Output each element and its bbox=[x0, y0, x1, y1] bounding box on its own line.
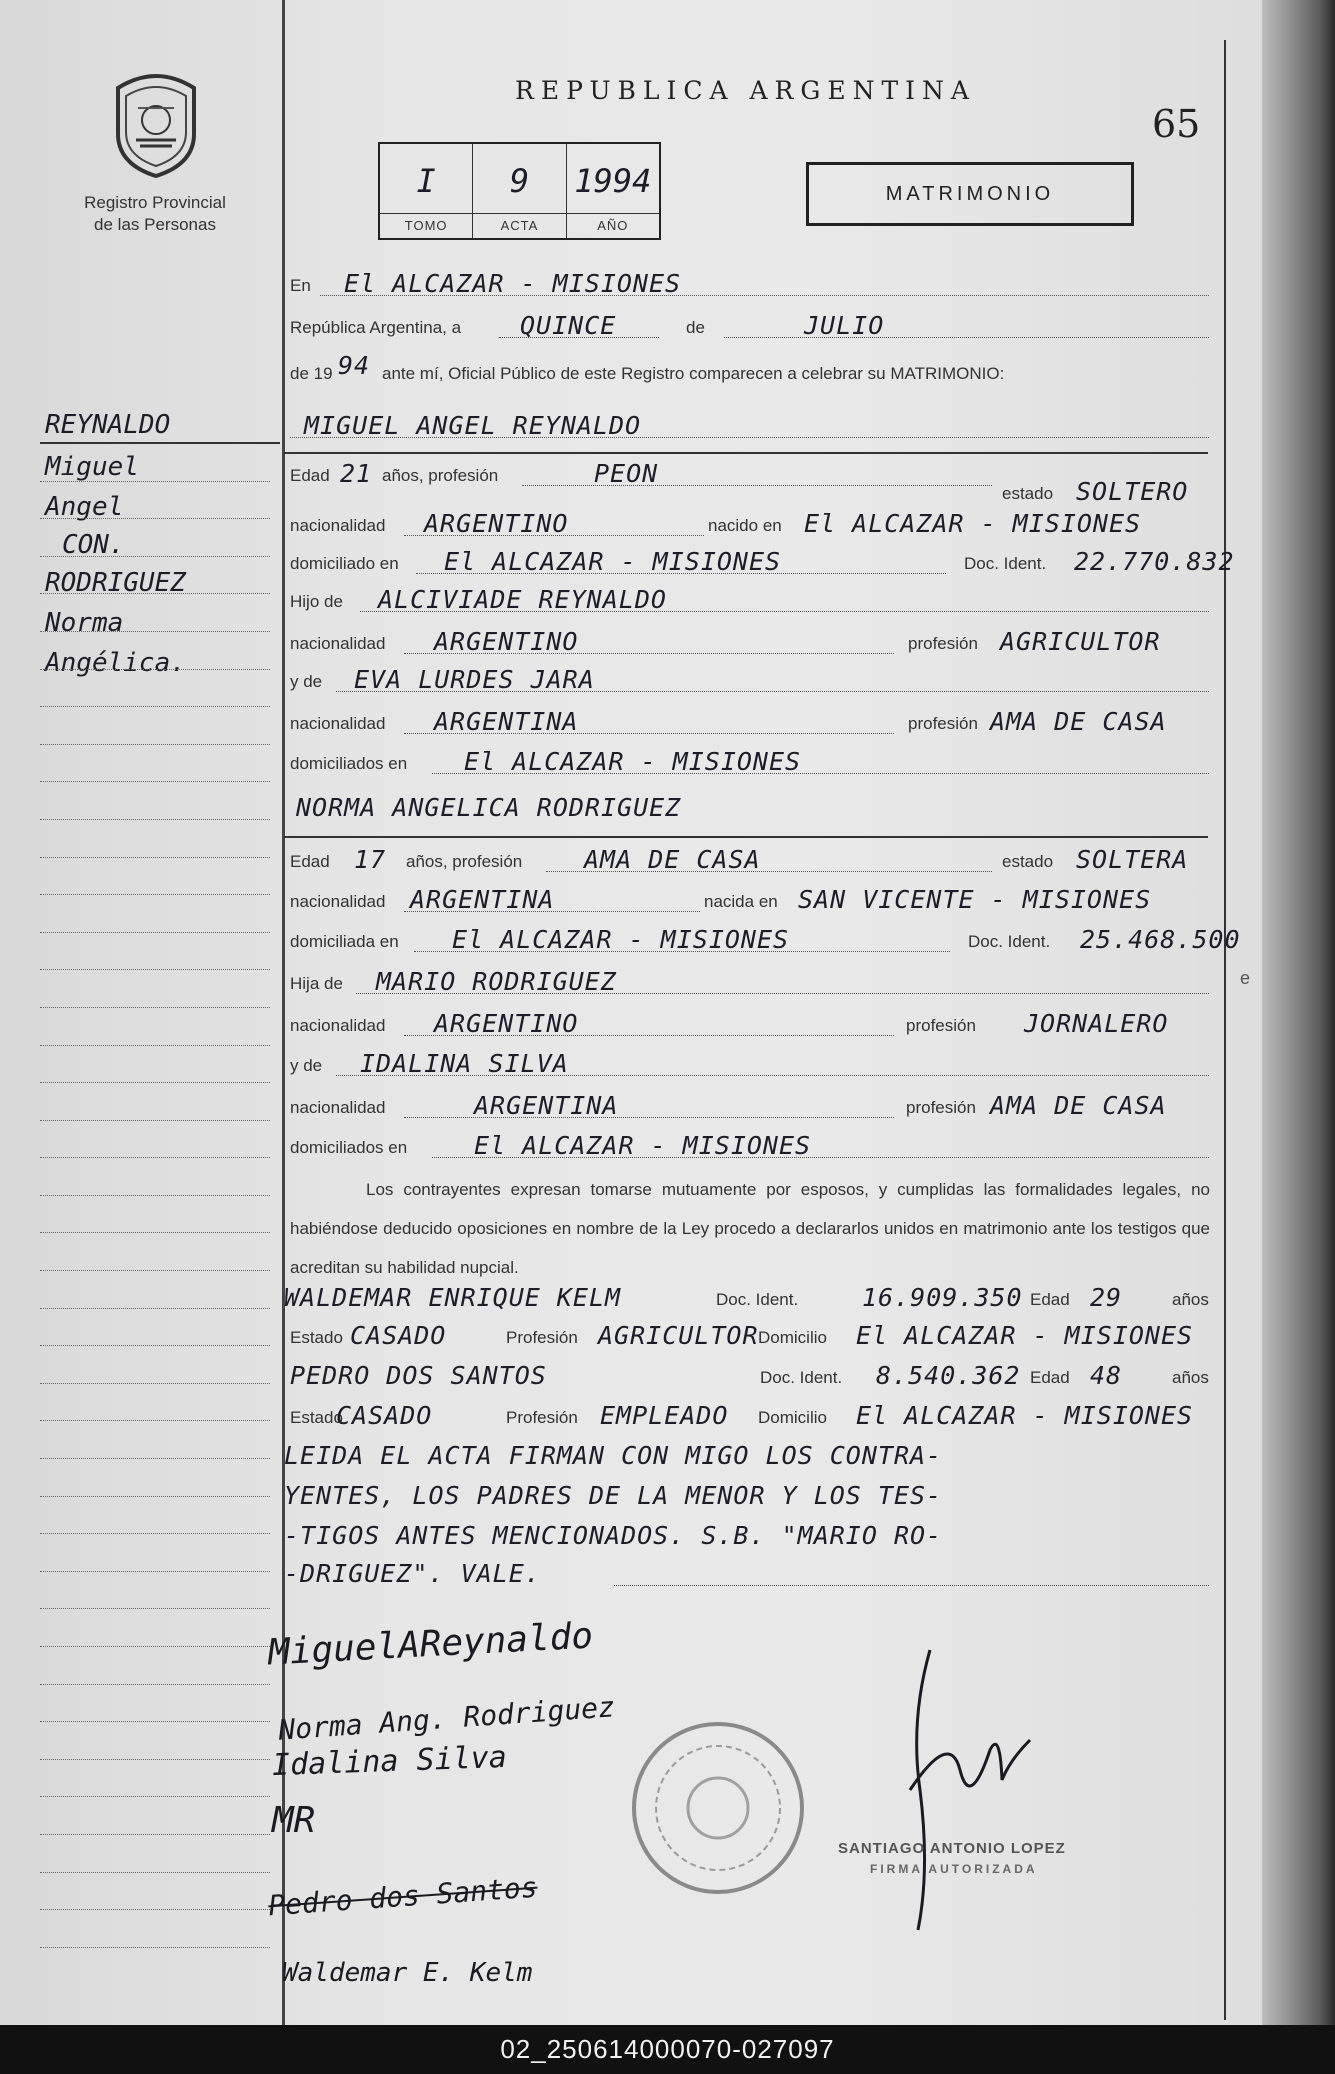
nacionalidad-label: nacionalidad bbox=[290, 516, 386, 535]
bride-mother-profession: AMA DE CASA bbox=[990, 1091, 1167, 1120]
hija-label: Hija de bbox=[290, 974, 343, 993]
witness1-profession: AGRICULTOR bbox=[598, 1321, 759, 1350]
registry-line-1: Registro Provincial bbox=[84, 193, 226, 212]
anos-profesion-label: años, profesión bbox=[406, 852, 523, 871]
witness1-estado: CASADO bbox=[350, 1321, 447, 1350]
domicilio-label: Domicilio bbox=[758, 1408, 827, 1427]
estado-label: estado bbox=[1002, 484, 1054, 503]
bride-father-nat-row bbox=[284, 1008, 1219, 1042]
estado-label: estado bbox=[1002, 852, 1054, 871]
year-value: 94 bbox=[338, 351, 371, 380]
section-divider bbox=[284, 452, 1208, 454]
en-label: En bbox=[290, 276, 311, 295]
edad-label: Edad bbox=[1030, 1368, 1070, 1387]
margin-note-line: Norma bbox=[45, 608, 124, 638]
doc-label: Doc. Ident. bbox=[964, 554, 1047, 573]
groom-name-row bbox=[284, 410, 1219, 444]
closing-line bbox=[284, 1520, 1219, 1554]
anos-profesion-label: años, profesión bbox=[382, 466, 499, 485]
bride-profession: AMA DE CASA bbox=[584, 845, 761, 874]
closing-text: LEIDA EL ACTA FIRMAN CON MIGO LOS CONTRA- bbox=[284, 1441, 943, 1470]
closing-text: -DRIGUEZ". VALE. bbox=[284, 1559, 541, 1588]
bride-mother: IDALINA SILVA bbox=[360, 1049, 569, 1078]
bride-father-nationality: ARGENTINO bbox=[434, 1009, 579, 1038]
groom-mother: EVA LURDES JARA bbox=[354, 665, 595, 694]
margin-note-line: RODRIGUEZ bbox=[45, 568, 186, 598]
bride-name: NORMA ANGELICA RODRIGUEZ bbox=[296, 793, 682, 822]
witness1-domicile: El ALCAZAR - MISIONES bbox=[856, 1321, 1194, 1350]
fill-line bbox=[614, 1584, 1209, 1586]
estado-label: Estado bbox=[290, 1328, 343, 1347]
margin-note-line: Miguel bbox=[45, 452, 139, 482]
bride-age: 17 bbox=[354, 845, 387, 874]
bride-doc: 25.468.500 bbox=[1080, 925, 1241, 954]
witness2-details-row bbox=[284, 1400, 1219, 1434]
bride-mother-nationality: ARGENTINA bbox=[474, 1091, 619, 1120]
witness1-signature: Waldemar E. Kelm bbox=[282, 1958, 533, 1988]
witness2-doc: 8.540.362 bbox=[876, 1361, 1021, 1390]
margin-note-line: CON. bbox=[62, 530, 125, 560]
groom-mother-nat-row bbox=[284, 706, 1219, 740]
right-border-line bbox=[1224, 40, 1226, 2020]
groom-domicile-row bbox=[284, 546, 1235, 580]
profesion-label: profesión bbox=[908, 714, 978, 733]
registry-name bbox=[40, 192, 270, 236]
nacida-label: nacida en bbox=[704, 892, 778, 911]
groom-mother-nationality: ARGENTINA bbox=[434, 707, 579, 736]
domiciliados-label: domiciliados en bbox=[290, 754, 408, 773]
bride-father: MARIO RODRIGUEZ bbox=[376, 967, 617, 996]
witness2-name: PEDRO DOS SANTOS bbox=[290, 1361, 547, 1390]
domiciliada-label: domiciliada en bbox=[290, 932, 399, 951]
groom-estado-row bbox=[284, 476, 1219, 510]
groom-nationality-row bbox=[284, 508, 1219, 542]
margin-note-line: REYNALDO bbox=[45, 410, 171, 440]
profesion-label: Profesión bbox=[506, 1408, 578, 1427]
date-row bbox=[284, 310, 1219, 344]
place-value: El ALCAZAR - MISIONES bbox=[344, 269, 682, 298]
profesion-label: Profesión bbox=[506, 1328, 578, 1347]
bride-parents-domicile: El ALCAZAR - MISIONES bbox=[474, 1131, 812, 1160]
groom-father-nat-row bbox=[284, 626, 1219, 660]
doc-label: Doc. Ident. bbox=[716, 1290, 799, 1309]
closing-line bbox=[284, 1440, 1219, 1474]
nacido-label: nacido en bbox=[708, 516, 782, 535]
provincial-crest-icon bbox=[108, 68, 204, 178]
witness2-signature: Pedro dos Santos bbox=[267, 1870, 539, 1923]
bride-domicile-row bbox=[284, 924, 1241, 958]
nacionalidad-label: nacionalidad bbox=[290, 1098, 386, 1117]
bride-father-row bbox=[284, 966, 1219, 1000]
mother-signature: Idalina Silva bbox=[271, 1739, 508, 1784]
y-de-label: y de bbox=[290, 1056, 323, 1075]
domicilio-label: Domicilio bbox=[758, 1328, 827, 1347]
official-signature-icon bbox=[890, 1640, 1040, 1940]
act-type-box: MATRIMONIO bbox=[806, 162, 1134, 226]
closing-line bbox=[284, 1558, 1219, 1592]
edad-label: Edad bbox=[290, 466, 330, 485]
groom-mother-profession: AMA DE CASA bbox=[990, 707, 1167, 736]
groom-father-nationality: ARGENTINO bbox=[434, 627, 579, 656]
day-value: QUINCE bbox=[520, 311, 617, 340]
de-label: de bbox=[686, 318, 705, 337]
acta-value: 9 bbox=[509, 162, 530, 200]
groom-father: ALCIVIADE REYNALDO bbox=[378, 585, 667, 614]
republic-label: República Argentina, a bbox=[290, 318, 462, 337]
bride-name-row bbox=[284, 792, 1219, 826]
intro-text: ante mí, Oficial Público de este Registro comparecen a celebrar su MATRIMONIO: bbox=[382, 364, 1005, 383]
witness2-age: 48 bbox=[1090, 1361, 1123, 1390]
nacionalidad-label: nacionalidad bbox=[290, 714, 386, 733]
y-de-label: y de bbox=[290, 672, 323, 691]
anos-label: años bbox=[1172, 1368, 1209, 1387]
bride-parents-domicile-row bbox=[284, 1130, 1219, 1164]
bride-birthplace: SAN VICENTE - MISIONES bbox=[798, 885, 1152, 914]
groom-signature: MiguelAReynaldo bbox=[267, 1615, 594, 1674]
groom-parents-domicile: El ALCAZAR - MISIONES bbox=[464, 747, 802, 776]
section-divider bbox=[284, 836, 1208, 838]
tomo-value: I bbox=[416, 162, 436, 200]
bride-age-row bbox=[284, 844, 1219, 878]
edad-label: Edad bbox=[290, 852, 330, 871]
anio-cell bbox=[567, 144, 659, 238]
scan-identifier: 02_250614000070-027097 bbox=[0, 2025, 1335, 2074]
groom-nationality: ARGENTINO bbox=[424, 509, 569, 538]
registry-line-2: de las Personas bbox=[94, 215, 216, 234]
page-number: 65 bbox=[1152, 102, 1201, 146]
nacionalidad-label: nacionalidad bbox=[290, 892, 386, 911]
hijo-label: Hijo de bbox=[290, 592, 343, 611]
groom-profession: PEON bbox=[594, 459, 659, 488]
anio-value: 1994 bbox=[574, 162, 652, 200]
margin-note-line: Angel bbox=[45, 492, 124, 522]
tomo-label: TOMO bbox=[380, 213, 472, 238]
bride-mother-nat-row bbox=[284, 1090, 1219, 1124]
witness2-profession: EMPLEADO bbox=[600, 1401, 729, 1430]
country-heading: REPUBLICA ARGENTINA bbox=[515, 76, 976, 105]
groom-doc: 22.770.832 bbox=[1074, 547, 1235, 576]
groom-father-row bbox=[284, 584, 1219, 618]
official-name-stamp: SANTIAGO ANTONIO LOPEZ bbox=[838, 1840, 1066, 1857]
witness1-row bbox=[284, 1282, 1219, 1316]
groom-age: 21 bbox=[340, 459, 373, 488]
margin-ruled-lines bbox=[40, 444, 270, 1948]
margin-note-line: Angélica. bbox=[45, 648, 186, 678]
groom-domicile: El ALCAZAR - MISIONES bbox=[444, 547, 782, 576]
groom-name: MIGUEL ANGEL REYNALDO bbox=[304, 411, 642, 440]
profesion-label: profesión bbox=[906, 1098, 976, 1117]
witness1-age: 29 bbox=[1090, 1283, 1123, 1312]
witness1-details-row bbox=[284, 1320, 1219, 1354]
acta-label: ACTA bbox=[473, 213, 565, 238]
bride-domicile: El ALCAZAR - MISIONES bbox=[452, 925, 790, 954]
book-binding bbox=[1262, 0, 1335, 2025]
nacionalidad-label: nacionalidad bbox=[290, 634, 386, 653]
estado-label: Estado bbox=[290, 1408, 343, 1427]
groom-birthplace: El ALCAZAR - MISIONES bbox=[804, 509, 1142, 538]
nacionalidad-label: nacionalidad bbox=[290, 1016, 386, 1035]
profesion-label: profesión bbox=[908, 634, 978, 653]
anio-label: AÑO bbox=[567, 213, 659, 238]
bride-estado: SOLTERA bbox=[1076, 845, 1189, 874]
groom-mother-row bbox=[284, 664, 1219, 698]
official-seal-icon bbox=[628, 1718, 808, 1898]
domiciliados-label: domiciliados en bbox=[290, 1138, 408, 1157]
closing-line bbox=[284, 1480, 1219, 1514]
year-prefix: de 19 bbox=[290, 364, 333, 383]
year-row bbox=[284, 351, 1219, 390]
tomo-cell bbox=[380, 144, 473, 238]
closing-text: YENTES, LOS PADRES DE LA MENOR Y LOS TES- bbox=[284, 1481, 943, 1510]
page-edge-mark: e bbox=[1240, 968, 1251, 988]
doc-label: Doc. Ident. bbox=[968, 932, 1051, 951]
bride-signature: Norma Ang. Rodriguez bbox=[277, 1690, 616, 1747]
bride-nationality-row bbox=[284, 884, 1219, 918]
official-title-stamp: FIRMA AUTORIZADA bbox=[870, 1862, 1038, 1876]
father-signature: MR bbox=[272, 1800, 316, 1841]
fill-line bbox=[724, 336, 1209, 338]
acta-cell bbox=[473, 144, 566, 238]
witness2-estado: CASADO bbox=[336, 1401, 433, 1430]
edad-label: Edad bbox=[1030, 1290, 1070, 1309]
witness2-domicile: El ALCAZAR - MISIONES bbox=[856, 1401, 1194, 1430]
legal-paragraph: Los contrayentes expresan tomarse mutuamente por esposos, y cumplidas las formalidades legales, no habiéndose deducido oposiciones en nombre de la Ley procedo a declararlos unidos en matrimonio ante los testigos que acreditan su habilidad nupcial. bbox=[290, 1180, 1210, 1277]
profesion-label: profesión bbox=[906, 1016, 976, 1035]
groom-father-profession: AGRICULTOR bbox=[1000, 627, 1161, 656]
witness1-doc: 16.909.350 bbox=[862, 1283, 1023, 1312]
record-reference-box bbox=[378, 142, 661, 240]
groom-estado: SOLTERO bbox=[1076, 477, 1189, 506]
domiciliado-label: domiciliado en bbox=[290, 554, 399, 573]
month-value: JULIO bbox=[804, 311, 885, 340]
bride-father-profession: JORNALERO bbox=[1024, 1009, 1169, 1038]
witness1-name: WALDEMAR ENRIQUE KELM bbox=[284, 1283, 622, 1312]
groom-parents-domicile-row bbox=[284, 746, 1219, 780]
place-row bbox=[284, 268, 1219, 302]
bride-mother-row bbox=[284, 1048, 1219, 1082]
witness2-row bbox=[284, 1360, 1219, 1394]
closing-text: -TIGOS ANTES MENCIONADOS. S.B. "MARIO RO- bbox=[284, 1521, 943, 1550]
bride-nationality: ARGENTINA bbox=[410, 885, 555, 914]
anos-label: años bbox=[1172, 1290, 1209, 1309]
doc-label: Doc. Ident. bbox=[760, 1368, 843, 1387]
